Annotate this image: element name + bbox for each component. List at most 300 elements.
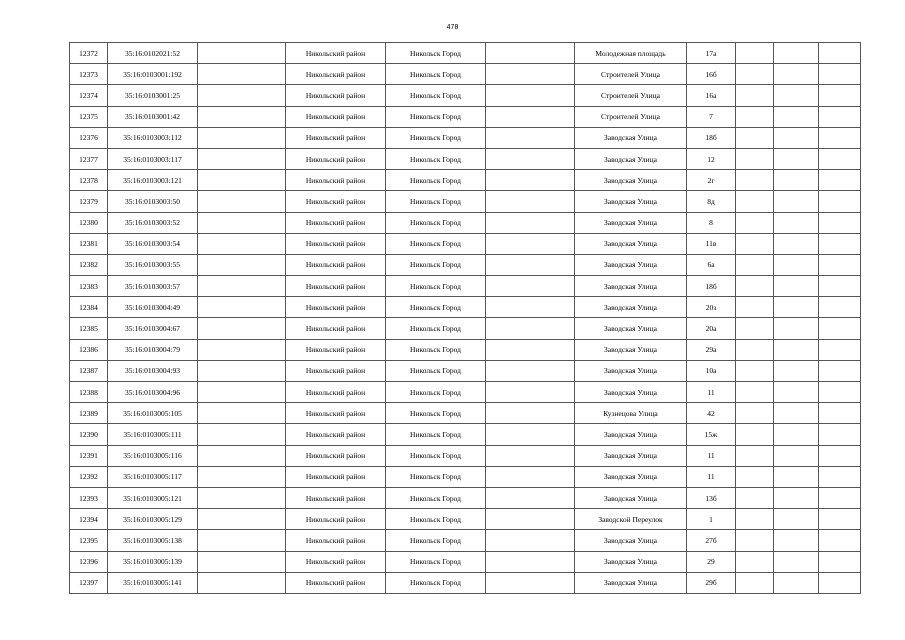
- cell-empty-4: [774, 445, 819, 466]
- cell-locality: Никольский район: [286, 148, 386, 169]
- table-row: [70, 572, 861, 593]
- cell-street: [486, 276, 575, 297]
- cell-locality: Никольский район: [286, 445, 386, 466]
- cell-empty-5: [819, 233, 861, 254]
- table-row: [70, 318, 861, 339]
- cell-empty-4: [774, 170, 819, 191]
- cell-empty-2: 11: [687, 466, 736, 487]
- cell-street: [486, 318, 575, 339]
- cell-record-number: 12389: [70, 403, 108, 424]
- page-number: 478: [446, 24, 459, 31]
- cell-record-number: 12382: [70, 254, 108, 275]
- cell-empty-5: [819, 382, 861, 403]
- cell-empty-1: Никольск Город: [386, 466, 486, 487]
- cell-empty-2: 8: [687, 212, 736, 233]
- cell-house-number: Заводской Переулок: [575, 509, 687, 530]
- table-row: [70, 64, 861, 85]
- table-row: [70, 339, 861, 360]
- cell-empty-4: [774, 212, 819, 233]
- cell-cadastral-number: 35:16:0103005:138: [108, 530, 198, 551]
- cell-cadastral-number: 35:16:0103003:50: [108, 191, 198, 212]
- cell-district: [198, 85, 286, 106]
- cell-locality: Никольский район: [286, 572, 386, 593]
- cell-empty-5: [819, 551, 861, 572]
- cell-empty-1: Никольск Город: [386, 487, 486, 508]
- cell-street: [486, 509, 575, 530]
- cell-empty-4: [774, 254, 819, 275]
- cell-locality: Никольский район: [286, 106, 386, 127]
- cell-empty-3: [736, 276, 774, 297]
- cell-empty-3: [736, 382, 774, 403]
- cell-district: [198, 64, 286, 85]
- cell-locality: Никольский район: [286, 85, 386, 106]
- cell-house-number: Заводская Улица: [575, 276, 687, 297]
- cell-cadastral-number: 35:16:0102021:52: [108, 43, 198, 64]
- cell-empty-5: [819, 106, 861, 127]
- cell-empty-1: Никольск Город: [386, 551, 486, 572]
- cell-record-number: 12379: [70, 191, 108, 212]
- table-row: [70, 297, 861, 318]
- cell-locality: Никольский район: [286, 297, 386, 318]
- cell-locality: Никольский район: [286, 170, 386, 191]
- cell-street: [486, 212, 575, 233]
- cell-empty-3: [736, 445, 774, 466]
- cell-empty-4: [774, 466, 819, 487]
- cell-empty-2: 11в: [687, 233, 736, 254]
- cell-district: [198, 424, 286, 445]
- cell-empty-3: [736, 106, 774, 127]
- cell-empty-1: Никольск Город: [386, 148, 486, 169]
- cell-empty-2: 18б: [687, 276, 736, 297]
- cell-empty-3: [736, 297, 774, 318]
- cell-cadastral-number: 35:16:0103001:42: [108, 106, 198, 127]
- cell-locality: Никольский район: [286, 318, 386, 339]
- cell-cadastral-number: 35:16:0103005:121: [108, 487, 198, 508]
- table-row: [70, 360, 861, 381]
- cell-record-number: 12396: [70, 551, 108, 572]
- cell-locality: Никольский район: [286, 403, 386, 424]
- cell-empty-4: [774, 64, 819, 85]
- table-row: [70, 466, 861, 487]
- cell-empty-5: [819, 254, 861, 275]
- cell-empty-4: [774, 403, 819, 424]
- cell-empty-1: Никольск Город: [386, 170, 486, 191]
- cell-empty-3: [736, 233, 774, 254]
- cell-locality: Никольский район: [286, 487, 386, 508]
- cell-district: [198, 254, 286, 275]
- cell-empty-2: 6а: [687, 254, 736, 275]
- cell-empty-2: 8д: [687, 191, 736, 212]
- cell-district: [198, 212, 286, 233]
- cell-cadastral-number: 35:16:0103004:93: [108, 360, 198, 381]
- cell-empty-3: [736, 318, 774, 339]
- cell-empty-5: [819, 339, 861, 360]
- cell-locality: Никольский район: [286, 233, 386, 254]
- cell-empty-1: Никольск Город: [386, 254, 486, 275]
- cell-district: [198, 106, 286, 127]
- cell-empty-4: [774, 487, 819, 508]
- cell-empty-5: [819, 212, 861, 233]
- cell-empty-1: Никольск Город: [386, 43, 486, 64]
- cell-house-number: Заводская Улица: [575, 127, 687, 148]
- cell-empty-4: [774, 43, 819, 64]
- cell-record-number: 12378: [70, 170, 108, 191]
- cell-street: [486, 85, 575, 106]
- cell-empty-1: Никольск Город: [386, 212, 486, 233]
- cell-record-number: 12375: [70, 106, 108, 127]
- cell-record-number: 12376: [70, 127, 108, 148]
- cell-locality: Никольский район: [286, 276, 386, 297]
- cell-empty-5: [819, 487, 861, 508]
- cell-house-number: Заводская Улица: [575, 466, 687, 487]
- cell-empty-5: [819, 445, 861, 466]
- cell-record-number: 12384: [70, 297, 108, 318]
- table-row: [70, 403, 861, 424]
- cell-house-number: Заводская Улица: [575, 551, 687, 572]
- cell-empty-2: 42: [687, 403, 736, 424]
- table-row: [70, 382, 861, 403]
- cell-empty-3: [736, 127, 774, 148]
- cell-empty-4: [774, 276, 819, 297]
- table-row: [70, 276, 861, 297]
- cell-locality: Никольский район: [286, 466, 386, 487]
- cell-empty-1: Никольск Город: [386, 64, 486, 85]
- cell-empty-3: [736, 360, 774, 381]
- cell-district: [198, 276, 286, 297]
- cell-locality: Никольский район: [286, 43, 386, 64]
- table-row: [70, 254, 861, 275]
- table-row: [70, 170, 861, 191]
- cell-district: [198, 339, 286, 360]
- cell-empty-4: [774, 509, 819, 530]
- cell-house-number: Заводская Улица: [575, 254, 687, 275]
- cell-district: [198, 382, 286, 403]
- cell-empty-2: 7: [687, 106, 736, 127]
- cell-record-number: 12397: [70, 572, 108, 593]
- cell-empty-2: 29б: [687, 572, 736, 593]
- table-row: [70, 509, 861, 530]
- cell-empty-2: 20з: [687, 297, 736, 318]
- cell-empty-2: 11: [687, 382, 736, 403]
- cell-street: [486, 64, 575, 85]
- cell-record-number: 12386: [70, 339, 108, 360]
- cell-empty-3: [736, 530, 774, 551]
- cell-district: [198, 127, 286, 148]
- cell-empty-2: 29: [687, 551, 736, 572]
- cell-empty-3: [736, 212, 774, 233]
- cell-record-number: 12392: [70, 466, 108, 487]
- cell-empty-2: 10а: [687, 360, 736, 381]
- table-row: [70, 85, 861, 106]
- cell-locality: Никольский район: [286, 212, 386, 233]
- cell-empty-1: Никольск Город: [386, 445, 486, 466]
- cell-empty-3: [736, 64, 774, 85]
- cell-empty-5: [819, 466, 861, 487]
- cell-cadastral-number: 35:16:0103005:141: [108, 572, 198, 593]
- cell-district: [198, 318, 286, 339]
- cell-district: [198, 509, 286, 530]
- cell-empty-5: [819, 360, 861, 381]
- cell-district: [198, 487, 286, 508]
- cell-empty-4: [774, 318, 819, 339]
- cell-street: [486, 339, 575, 360]
- cell-empty-2: 12: [687, 148, 736, 169]
- cell-house-number: Заводская Улица: [575, 318, 687, 339]
- cell-record-number: 12394: [70, 509, 108, 530]
- cell-empty-3: [736, 191, 774, 212]
- table-row: [70, 127, 861, 148]
- cell-cadastral-number: 35:16:0103004:96: [108, 382, 198, 403]
- cell-empty-1: Никольск Город: [386, 360, 486, 381]
- cell-district: [198, 572, 286, 593]
- cell-empty-3: [736, 170, 774, 191]
- table-row: [70, 551, 861, 572]
- table-row: [70, 445, 861, 466]
- table-row: [70, 212, 861, 233]
- cell-record-number: 12373: [70, 64, 108, 85]
- cell-empty-2: 20а: [687, 318, 736, 339]
- cell-street: [486, 43, 575, 64]
- cell-empty-2: 27б: [687, 530, 736, 551]
- cell-empty-3: [736, 424, 774, 445]
- cell-district: [198, 233, 286, 254]
- cell-street: [486, 551, 575, 572]
- cell-district: [198, 43, 286, 64]
- cell-house-number: Заводская Улица: [575, 212, 687, 233]
- table-row: [70, 424, 861, 445]
- table-row: [70, 148, 861, 169]
- cell-house-number: Заводская Улица: [575, 233, 687, 254]
- cell-record-number: 12372: [70, 43, 108, 64]
- cell-empty-1: Никольск Город: [386, 191, 486, 212]
- cell-empty-2: 16а: [687, 85, 736, 106]
- cell-empty-3: [736, 572, 774, 593]
- cell-record-number: 12395: [70, 530, 108, 551]
- cell-empty-4: [774, 360, 819, 381]
- cell-empty-4: [774, 148, 819, 169]
- cell-empty-1: Никольск Город: [386, 403, 486, 424]
- cell-empty-3: [736, 339, 774, 360]
- cell-empty-2: 2г: [687, 170, 736, 191]
- registry-table-body: [70, 43, 861, 594]
- cell-empty-5: [819, 572, 861, 593]
- cell-street: [486, 424, 575, 445]
- registry-table: [69, 42, 861, 594]
- cell-empty-3: [736, 509, 774, 530]
- cell-house-number: Заводская Улица: [575, 530, 687, 551]
- cell-record-number: 12391: [70, 445, 108, 466]
- cell-cadastral-number: 35:16:0103003:57: [108, 276, 198, 297]
- cell-locality: Никольский район: [286, 127, 386, 148]
- cell-empty-3: [736, 148, 774, 169]
- cell-street: [486, 403, 575, 424]
- table-row: [70, 106, 861, 127]
- cell-locality: Никольский район: [286, 551, 386, 572]
- table-row: [70, 233, 861, 254]
- cell-cadastral-number: 35:16:0103005:105: [108, 403, 198, 424]
- cell-empty-4: [774, 339, 819, 360]
- cell-house-number: Заводская Улица: [575, 148, 687, 169]
- cell-locality: Никольский район: [286, 424, 386, 445]
- cell-cadastral-number: 35:16:0103003:55: [108, 254, 198, 275]
- cell-empty-2: 15ж: [687, 424, 736, 445]
- cell-cadastral-number: 35:16:0103003:52: [108, 212, 198, 233]
- cell-record-number: 12374: [70, 85, 108, 106]
- cell-record-number: 12385: [70, 318, 108, 339]
- cell-street: [486, 233, 575, 254]
- cell-locality: Никольский район: [286, 530, 386, 551]
- cell-district: [198, 466, 286, 487]
- cell-cadastral-number: 35:16:0103003:54: [108, 233, 198, 254]
- cell-house-number: Заводская Улица: [575, 487, 687, 508]
- cell-empty-4: [774, 233, 819, 254]
- cell-street: [486, 106, 575, 127]
- cell-empty-4: [774, 424, 819, 445]
- cell-locality: Никольский район: [286, 191, 386, 212]
- cell-empty-1: Никольск Город: [386, 127, 486, 148]
- cell-empty-3: [736, 43, 774, 64]
- cell-district: [198, 445, 286, 466]
- cell-empty-4: [774, 382, 819, 403]
- cell-street: [486, 254, 575, 275]
- cell-locality: Никольский район: [286, 509, 386, 530]
- table-row: [70, 43, 861, 64]
- cell-empty-3: [736, 403, 774, 424]
- cell-empty-2: 1: [687, 509, 736, 530]
- cell-record-number: 12380: [70, 212, 108, 233]
- cell-district: [198, 148, 286, 169]
- cell-street: [486, 466, 575, 487]
- cell-empty-1: Никольск Город: [386, 233, 486, 254]
- cell-cadastral-number: 35:16:0103004:67: [108, 318, 198, 339]
- cell-empty-1: Никольск Город: [386, 276, 486, 297]
- cell-record-number: 12388: [70, 382, 108, 403]
- cell-house-number: Заводская Улица: [575, 382, 687, 403]
- cell-street: [486, 487, 575, 508]
- cell-street: [486, 445, 575, 466]
- cell-empty-5: [819, 403, 861, 424]
- cell-empty-5: [819, 64, 861, 85]
- cell-cadastral-number: 35:16:0103005:117: [108, 466, 198, 487]
- cell-record-number: 12377: [70, 148, 108, 169]
- cell-cadastral-number: 35:16:0103003:112: [108, 127, 198, 148]
- cell-street: [486, 127, 575, 148]
- cell-empty-1: Никольск Город: [386, 530, 486, 551]
- cell-record-number: 12390: [70, 424, 108, 445]
- cell-empty-3: [736, 85, 774, 106]
- cell-empty-1: Никольск Город: [386, 382, 486, 403]
- cell-empty-1: Никольск Город: [386, 318, 486, 339]
- cell-empty-4: [774, 572, 819, 593]
- cell-empty-4: [774, 191, 819, 212]
- cell-empty-3: [736, 551, 774, 572]
- cell-cadastral-number: 35:16:0103005:111: [108, 424, 198, 445]
- cell-house-number: Заводская Улица: [575, 170, 687, 191]
- cell-empty-4: [774, 106, 819, 127]
- cell-empty-1: Никольск Город: [386, 424, 486, 445]
- cell-record-number: 12387: [70, 360, 108, 381]
- cell-empty-2: 11: [687, 445, 736, 466]
- cell-empty-5: [819, 318, 861, 339]
- cell-district: [198, 530, 286, 551]
- cell-house-number: Заводская Улица: [575, 445, 687, 466]
- cell-empty-1: Никольск Город: [386, 339, 486, 360]
- cell-locality: Никольский район: [286, 382, 386, 403]
- cell-cadastral-number: 35:16:0103004:79: [108, 339, 198, 360]
- cell-house-number: Молодежная площадь: [575, 43, 687, 64]
- cell-empty-5: [819, 530, 861, 551]
- cell-house-number: Заводская Улица: [575, 191, 687, 212]
- cell-house-number: Кузнецова Улица: [575, 403, 687, 424]
- cell-empty-1: Никольск Город: [386, 85, 486, 106]
- cell-empty-5: [819, 191, 861, 212]
- cell-locality: Никольский район: [286, 339, 386, 360]
- cell-record-number: 12393: [70, 487, 108, 508]
- cell-empty-1: Никольск Город: [386, 297, 486, 318]
- cell-record-number: 12383: [70, 276, 108, 297]
- cell-house-number: Строителей Улица: [575, 85, 687, 106]
- cell-empty-5: [819, 43, 861, 64]
- cell-cadastral-number: 35:16:0103005:116: [108, 445, 198, 466]
- table-row: [70, 487, 861, 508]
- cell-cadastral-number: 35:16:0103005:139: [108, 551, 198, 572]
- cell-house-number: Заводская Улица: [575, 572, 687, 593]
- cell-house-number: Заводская Улица: [575, 297, 687, 318]
- cell-locality: Никольский район: [286, 360, 386, 381]
- cell-empty-4: [774, 85, 819, 106]
- cell-cadastral-number: 35:16:0103003:117: [108, 148, 198, 169]
- cell-empty-3: [736, 466, 774, 487]
- cell-house-number: Строителей Улица: [575, 106, 687, 127]
- cell-empty-4: [774, 530, 819, 551]
- cell-district: [198, 297, 286, 318]
- cell-district: [198, 551, 286, 572]
- cell-street: [486, 191, 575, 212]
- cell-locality: Никольский район: [286, 254, 386, 275]
- cell-house-number: Строителей Улица: [575, 64, 687, 85]
- cell-empty-5: [819, 127, 861, 148]
- cell-cadastral-number: 35:16:0103004:49: [108, 297, 198, 318]
- cell-empty-2: 18б: [687, 127, 736, 148]
- cell-empty-3: [736, 254, 774, 275]
- cell-empty-2: 17а: [687, 43, 736, 64]
- cell-empty-4: [774, 297, 819, 318]
- cell-record-number: 12381: [70, 233, 108, 254]
- cell-empty-1: Никольск Город: [386, 509, 486, 530]
- cell-district: [198, 170, 286, 191]
- table-row: [70, 191, 861, 212]
- cell-street: [486, 530, 575, 551]
- cell-street: [486, 382, 575, 403]
- cell-district: [198, 403, 286, 424]
- cell-empty-1: Никольск Город: [386, 106, 486, 127]
- cell-empty-5: [819, 276, 861, 297]
- cell-street: [486, 148, 575, 169]
- cell-street: [486, 297, 575, 318]
- cell-district: [198, 360, 286, 381]
- cell-empty-5: [819, 170, 861, 191]
- cell-empty-5: [819, 424, 861, 445]
- cell-cadastral-number: 35:16:0103003:121: [108, 170, 198, 191]
- cell-cadastral-number: 35:16:0103005:129: [108, 509, 198, 530]
- cell-street: [486, 360, 575, 381]
- table-row: [70, 530, 861, 551]
- cell-locality: Никольский район: [286, 64, 386, 85]
- cell-empty-5: [819, 148, 861, 169]
- cell-empty-1: Никольск Город: [386, 572, 486, 593]
- cell-district: [198, 191, 286, 212]
- cell-empty-5: [819, 509, 861, 530]
